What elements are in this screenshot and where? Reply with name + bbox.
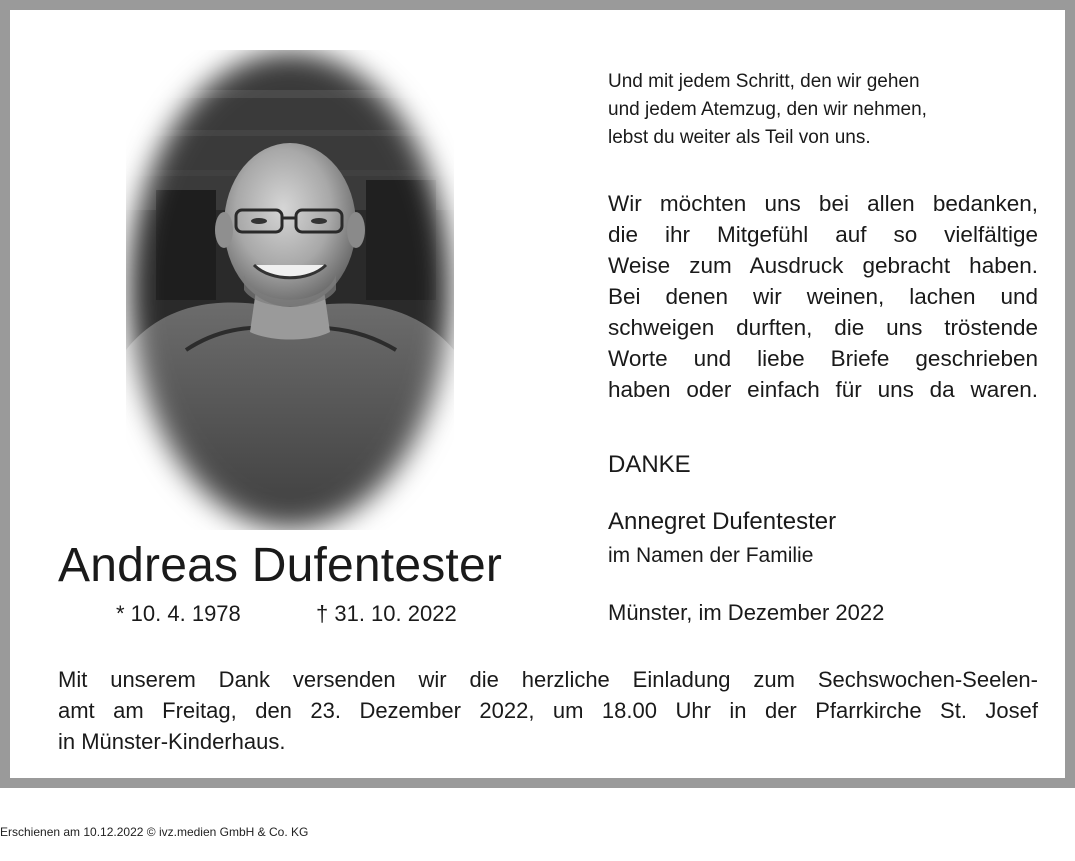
poem-line: lebst du weiter als Teil von uns. xyxy=(608,127,871,148)
invitation-paragraph xyxy=(58,664,1038,757)
publication-footer: Erschienen am 10.12.2022 © ivz.medien GmbH & Co. KG xyxy=(0,825,309,839)
deceased-name: Andreas Dufentester xyxy=(58,539,503,592)
portrait-photo xyxy=(126,50,454,530)
thanks-line: Bei denen wir weinen, lachen und xyxy=(608,284,1038,309)
thanks-line: Worte und liebe Briefe geschrieben xyxy=(608,346,1038,371)
thanks-line: schweigen durften, die uns tröstende xyxy=(608,315,1038,340)
thanks-line: haben oder einfach für uns da waren. xyxy=(608,377,1038,402)
signer-name: Annegret Dufentester xyxy=(608,508,837,535)
invitation-line: amt am Freitag, den 23. Dezember 2022, um 18.00 Uhr in der Pfarrkirche St. Josef xyxy=(58,698,1038,723)
thanks-line: Wir möchten uns bei allen bedanken, xyxy=(608,191,1038,216)
signer-family-note: im Namen der Familie xyxy=(608,544,814,567)
thanks-line: die ihr Mitgefühl auf so vielfältige xyxy=(608,222,1038,247)
invitation-line: in Münster-Kinderhaus. xyxy=(58,729,286,754)
poem-line: Und mit jedem Schritt, den wir gehen xyxy=(608,71,920,92)
invitation-line: Mit unserem Dank versenden wir die herzliche Einladung zum Sechswochen-Seelen- xyxy=(58,667,1038,692)
death-date: † 31. 10. 2022 xyxy=(316,601,457,626)
poem-line: und jedem Atemzug, den wir nehmen, xyxy=(608,99,927,120)
thanks-line: Weise zum Ausdruck gebracht haben. xyxy=(608,253,1038,278)
poem-verse xyxy=(608,68,927,152)
thanks-paragraph xyxy=(608,188,1038,405)
danke-heading: DANKE xyxy=(608,451,691,478)
place-and-date: Münster, im Dezember 2022 xyxy=(608,600,885,625)
birth-date: * 10. 4. 1978 xyxy=(116,601,241,626)
